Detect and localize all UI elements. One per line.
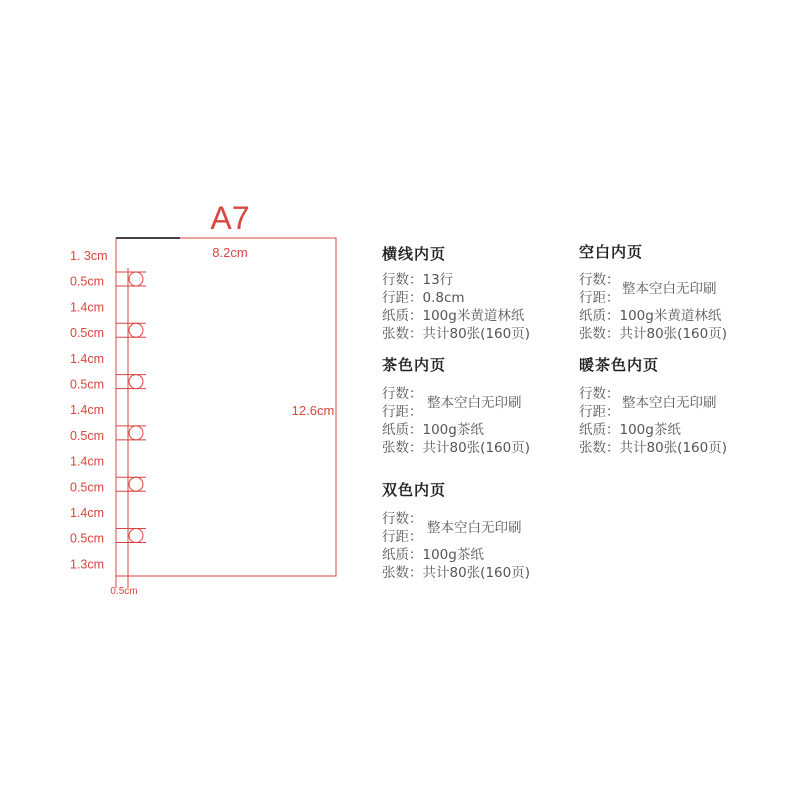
ring-hole [129, 375, 143, 389]
left-dimension-label: 1.4cm [70, 454, 105, 469]
spec-line-sheets: 张数：共计80张(160页) [579, 440, 727, 456]
spec-spacing-label: 行距： [382, 404, 423, 420]
spec-rows-label: 行数： [382, 511, 423, 527]
left-dimension-label: 1. 3cm [70, 249, 108, 263]
spec-line-rows: 行数：13行 [382, 272, 454, 288]
ring-hole [129, 323, 143, 337]
ring-holes [116, 272, 146, 543]
left-dimension-labels [70, 249, 108, 571]
left-dimension-label: 0.5cm [70, 428, 105, 443]
spec-line-sheets: 张数：共计80张(160页) [579, 326, 727, 342]
spec-line-paper: 纸质：100g米黄道林纸 [382, 308, 525, 324]
left-dimension-label: 0.5cm [70, 377, 105, 392]
spec-rows-label: 行数： [579, 272, 620, 288]
spec-rows-label: 行数： [579, 386, 620, 402]
ring-hole [129, 426, 143, 440]
ring-hole [129, 477, 143, 491]
spec-title-lined: 横线内页 [382, 245, 447, 263]
spec-line-sheets: 张数：共计80张(160页) [382, 565, 530, 581]
spec-line-sheets: 张数：共计80张(160页) [382, 440, 530, 456]
spec-line-paper: 纸质：100g茶纸 [382, 547, 484, 563]
left-dimension-label: 0.5cm [70, 326, 105, 341]
spec-spacing-label: 行距： [382, 529, 423, 545]
spec-merged-value: 整本空白无印刷 [622, 395, 717, 411]
spec-line-sheets: 张数：共计80张(160页) [382, 326, 530, 342]
left-dimension-label: 1.3cm [70, 557, 105, 572]
left-dimension-label: 1.4cm [70, 351, 105, 366]
spec-line-paper: 纸质：100g米黄道林纸 [579, 308, 722, 324]
spec-spacing-label: 行距： [579, 404, 620, 420]
left-dimension-label: 0.5cm [70, 480, 105, 495]
spec-title-tea: 茶色内页 [382, 356, 447, 374]
spec-spacing-label: 行距： [579, 290, 620, 306]
ring-hole [129, 529, 143, 543]
spec-line-spacing: 行距：0.8cm [382, 290, 465, 306]
spec-line-paper: 纸质：100g茶纸 [382, 422, 484, 438]
left-dimension-label: 0.5cm [70, 531, 105, 546]
spec-merged-value: 整本空白无印刷 [427, 520, 522, 536]
height-label: 12.6cm [291, 403, 335, 418]
left-dimension-label: 1.4cm [70, 403, 105, 418]
left-dimension-label: 1.4cm [70, 506, 105, 520]
spec-rows-label: 行数： [382, 386, 423, 402]
spec-title-blank: 空白内页 [579, 243, 644, 261]
paper-size-label: A7 [210, 200, 250, 236]
ring-hole [129, 272, 143, 286]
spec-merged-value: 整本空白无印刷 [622, 281, 717, 297]
spec-merged-value: 整本空白无印刷 [427, 395, 522, 411]
left-dimension-label: 0.5cm [70, 274, 105, 289]
left-dimension-label: 1.4cm [70, 300, 105, 315]
margin-label: 0.5cm [110, 586, 138, 597]
spec-line-paper: 纸质：100g茶纸 [579, 422, 681, 438]
spec-title-two-tone: 双色内页 [382, 481, 447, 499]
width-label: 8.2cm [212, 245, 248, 260]
spec-title-warm-tea: 暖茶色内页 [579, 356, 660, 374]
